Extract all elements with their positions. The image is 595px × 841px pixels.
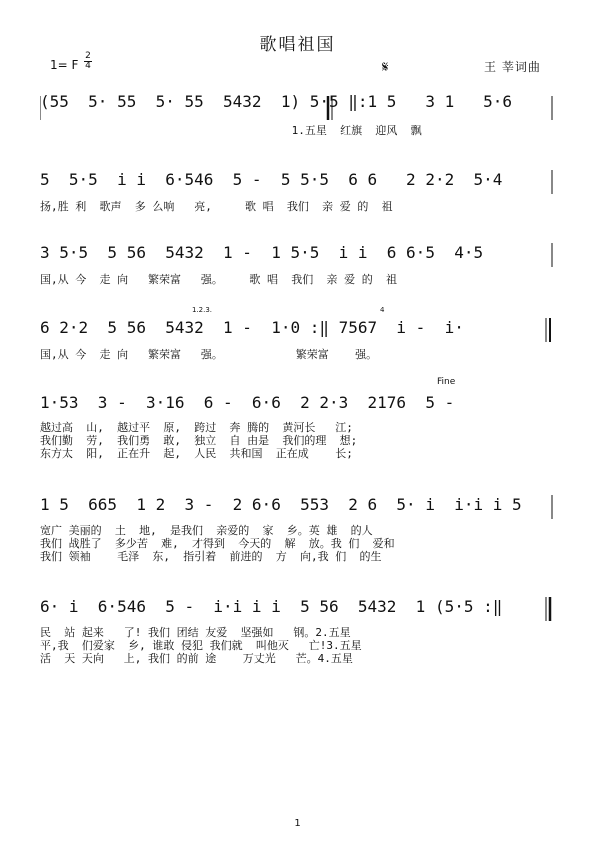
music-system-2	[40, 170, 555, 230]
system-2-notes: 5 5·5 i i 6·546 5 - 5 5·5 6 6 2 2·2 5·4	[40, 170, 503, 189]
meter-bottom: 4	[85, 61, 91, 71]
system-5-lyric-line-3: 东方太 阳, 正在升 起, 人民 共和国 正在成 长;	[40, 447, 353, 460]
composer-credit: 王 莘词曲	[484, 60, 541, 74]
system-4-notes: 6 2·2 5 56 5432 1 - 1·0 :‖ 7567 i - i·	[40, 318, 464, 337]
system-5-notes: 1·53 3 - 3·16 6 - 6·6 2 2·3 2176 5 -	[40, 393, 455, 412]
music-system-7	[40, 597, 555, 669]
system-7-lyric-line-1: 民 站 起来 了! 我们 团结 友爱 坚强如 钢。2.五星	[40, 626, 351, 639]
volta-1-label: 1.2.3.	[192, 306, 213, 314]
system-5-lyric-line-1: 越过高 山, 越过平 原, 跨过 奔 腾的 黄河长 江;	[40, 421, 353, 434]
music-system-4	[40, 306, 555, 378]
time-signature	[84, 52, 92, 71]
meter-top: 2	[85, 51, 91, 61]
system-7-lyric-line-3: 活 天 天向 上, 我们 的前 途 万丈光 芒。4.五星	[40, 652, 353, 665]
system-1-notes: (55 5· 55 5· 55 5432 1) 5·5 ‖:1 5 3 1 5·6	[40, 92, 513, 111]
segno-icon: 𝄋	[382, 58, 389, 76]
system-6-lyric-line-1: 宽广 美丽的 土 地, 是我们 亲爱的 家 乡。英 雄 的人	[40, 524, 373, 537]
fine-marking: Fine	[437, 377, 456, 387]
system-7-notes: 6· i 6·546 5 - i·i i i 5 56 5432 1 (5·5 :‖	[40, 597, 503, 616]
volta-2-label: 4	[380, 306, 385, 314]
music-system-3	[40, 243, 555, 303]
system-2-lyrics: 扬,胜 利 歌声 多 么响 亮, 歌 唱 我们 亲 爱 的 祖	[40, 200, 393, 213]
system-7-lyric-line-2: 平,我 们爱家 乡, 谁敢 侵犯 我们就 叫他灭 亡!3.五星	[40, 639, 362, 652]
song-title: 歌唱祖国	[259, 35, 336, 55]
system-3-lyrics: 国,从 今 走 向 繁荣富 强。 歌 唱 我们 亲 爱 的 祖	[40, 273, 397, 286]
system-5-lyric-line-2: 我们勤 劳, 我们勇 敢, 独立 自 由是 我们的理 想;	[40, 434, 358, 447]
system-3-notes: 3 5·5 5 56 5432 1 - 1 5·5 i i 6 6·5 4·5	[40, 243, 484, 262]
music-system-5	[40, 377, 555, 465]
music-system-1	[40, 92, 555, 152]
key-signature: 1= F	[50, 58, 79, 72]
system-6-notes: 1 5 665 1 2 3 - 2 6·6 553 2 6 5· i i·i i 5	[40, 495, 522, 514]
system-4-lyrics: 国,从 今 走 向 繁荣富 强。 繁荣富 强。	[40, 348, 378, 361]
system-6-lyric-line-3: 我们 领袖 毛泽 东, 指引着 前进的 方 向,我 们 的生	[40, 550, 382, 563]
page-number: 1	[294, 818, 301, 829]
music-system-6	[40, 495, 555, 567]
system-6-lyric-line-2: 我们 战胜了 多少苦 难, 才得到 今天的 解 放。我 们 爱和	[40, 537, 395, 550]
system-1-lyrics: 1.五星 红旗 迎风 飘	[40, 124, 422, 137]
